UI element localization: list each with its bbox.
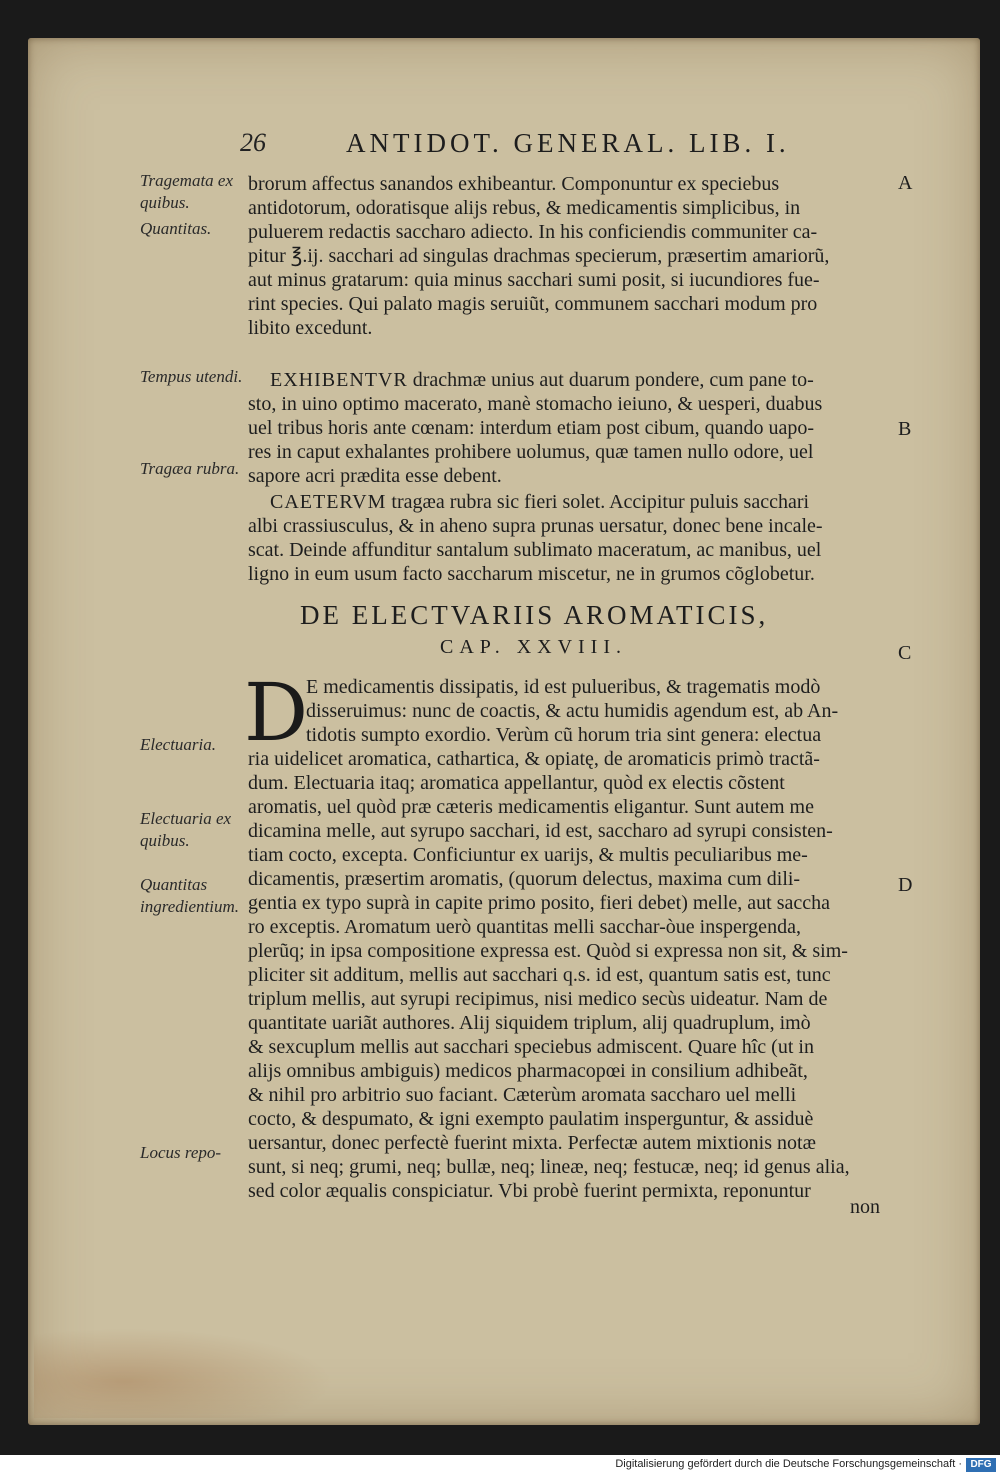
paragraph-tragemata [248, 172, 888, 340]
page-header [28, 126, 980, 166]
drop-cap: D [244, 666, 309, 759]
text-run: tragæa rubra sic fieri solet. Accipitur puluis sacchari [386, 491, 810, 513]
marginal-note: Locus repo- [140, 1143, 222, 1162]
text-line: libito excedunt. [248, 317, 373, 339]
text-line: alijs omnibus ambiguis) medicos pharmacopœi in consilium adhibeãt, [248, 1060, 808, 1082]
text-line: rint species. Qui palato magis seruiũt, communem sacchari modum pro [248, 293, 818, 315]
text-line: E medicamentis dissipatis, id est pulueribus, & tragematis modò [306, 676, 821, 698]
marginal-note: Electuaria. [140, 735, 217, 754]
text-line: tidotis sumpto exordio. Verùm cũ horum tria sint genera: electua [306, 724, 822, 746]
text-line [248, 368, 888, 392]
text-line: triplum mellis, aut syrupi recipimus, nisi medico secùs uideatur. Nam de [248, 988, 828, 1010]
marginal-note: Tragemata ex quibus. [140, 171, 234, 212]
text-line: aromatis, uel quòd præ cæteris medicamentis eligantur. Sunt autem me [248, 796, 814, 818]
text-line: res in caput exhalantes prohibere uolumus, quæ tamen nullo odore, uel [248, 441, 814, 463]
text-line: & sexcuplum mellis aut sacchari speciebus admiscent. Quare hîc (ut in [248, 1036, 814, 1058]
chapter-title: DE ELECTVARIIS AROMATICIS, [300, 600, 769, 630]
text-line: uersantur, donec perfectè fuerint mixta. Perfectæ autem mixtionis notæ [248, 1132, 816, 1154]
text-line: ria uidelicet aromatica, cathartica, & opiatę, de aromaticis primò tractã- [248, 748, 820, 770]
text-line: sed color æqualis conspiciatur. Vbi probè fuerint permixta, reponuntur [248, 1180, 811, 1202]
marginal-note: Tempus utendi. [140, 367, 243, 386]
text-line: pitur ℥.ij. sacchari ad singulas drachmas specierum, præsertim amariorũ, [248, 245, 830, 267]
section-letter: B [898, 418, 912, 440]
lead-word: CAETERVM [270, 491, 387, 513]
lead-word: EXHIBENTVR [270, 369, 408, 391]
text-line: uel tribus horis ante cœnam: interdum etiam post cibum, quando uapo- [248, 417, 814, 439]
page-number: 26 [240, 128, 266, 157]
text-line: ligno in eum usum facto saccharum miscetur, ne in grumos cõglobetur. [248, 563, 815, 585]
text-line: gentia ex typo suprà in capite primo posito, fieri debet) melle, aut saccha [248, 892, 831, 914]
text-line [248, 490, 888, 514]
marginal-note: Quantitas ingredientium. [140, 875, 239, 916]
text-line: & nihil pro arbitrio suo faciant. Cæterùm aromata saccharo uel melli [248, 1084, 797, 1106]
footer-bar [0, 1455, 1000, 1477]
text-line: sapore acri prædita esse debent. [248, 465, 502, 487]
catchword: non [850, 1196, 880, 1218]
text-line: brorum affectus sanandos exhibeantur. Componuntur ex speciebus [248, 173, 780, 195]
paragraph-electuaria [248, 675, 888, 1203]
dfg-logo-icon: DFG [966, 1458, 996, 1472]
text-line: pliciter sit additum, mellis aut sacchari q.s. id est, quantum satis est, tunc [248, 964, 831, 986]
text-line: dum. Electuaria itaq; aromatica appellantur, quòd ex electis cõstent [248, 772, 785, 794]
text-line: quantitate uariãt authores. Alij siquidem triplum, alij quadruplum, imò [248, 1012, 811, 1034]
marginal-note: Electuaria ex quibus. [140, 809, 232, 850]
text-line: tiam cocto, excepta. Conficiuntur ex uarijs, & multis peculiaribus me- [248, 844, 808, 866]
text-line: albi crassiusculus, & in aheno supra prunas uersatur, donec bene incale- [248, 515, 823, 537]
chapter-number: CAP. XXVIII. [440, 636, 627, 658]
text-line: dicamina melle, aut syrupo sacchari, id est, saccharo ad syrupi consisten- [248, 820, 833, 842]
digitization-credit: Digitalisierung gefördert durch die Deutsche Forschungsgemeinschaft · [615, 1458, 962, 1470]
text-line: sunt, si neq; grumi, neq; bullæ, neq; lineæ, neq; festucæ, neq; id genus alia, [248, 1156, 850, 1178]
text-line: puluerem redactis saccharo adiecto. In his conficiendis communiter ca- [248, 221, 818, 243]
text-line: cocto, & despumato, & igni exempto paulatim insperguntur, & assiduè [248, 1108, 814, 1130]
paragraph-exhibentur [248, 368, 888, 488]
section-letter: D [898, 874, 913, 896]
text-line: disseruimus: nunc de coactis, & actu humidis agendum est, ab An- [306, 700, 839, 722]
section-letter: C [898, 642, 912, 664]
running-title: ANTIDOT. GENERAL. LIB. I. [346, 128, 790, 158]
text-line: dicamentis, præsertim aromatis, (quorum delectus, maxima cum dili- [248, 868, 801, 890]
text-line: sto, in uino optimo macerato, manè stomacho ieiuno, & uesperi, duabus [248, 393, 823, 415]
text-line: scat. Deinde affunditur santalum sublimato maceratum, ac manibus, uel [248, 539, 822, 561]
marginal-note: Tragæa rubra. [140, 459, 240, 478]
text-line: aut minus gratarum: quia minus sacchari sumi posit, si iucundiores fue- [248, 269, 820, 291]
section-letter: A [898, 172, 913, 194]
text-line: ro exceptis. Aromatum uerò quantitas melli sacchar-òue inspergenda, [248, 916, 801, 938]
text-line: antidotorum, odoratisque alijs rebus, & medicamentis simplicibus, in [248, 197, 801, 219]
book-page [28, 38, 980, 1425]
text-line: plerũq; in ipsa compositione expressa est. Quòd si expressa non sit, & sim- [248, 940, 848, 962]
marginal-note: Quantitas. [140, 219, 212, 238]
text-run: drachmæ unius aut duarum pondere, cum pane to- [407, 369, 814, 391]
paragraph-caeterum [248, 490, 888, 586]
